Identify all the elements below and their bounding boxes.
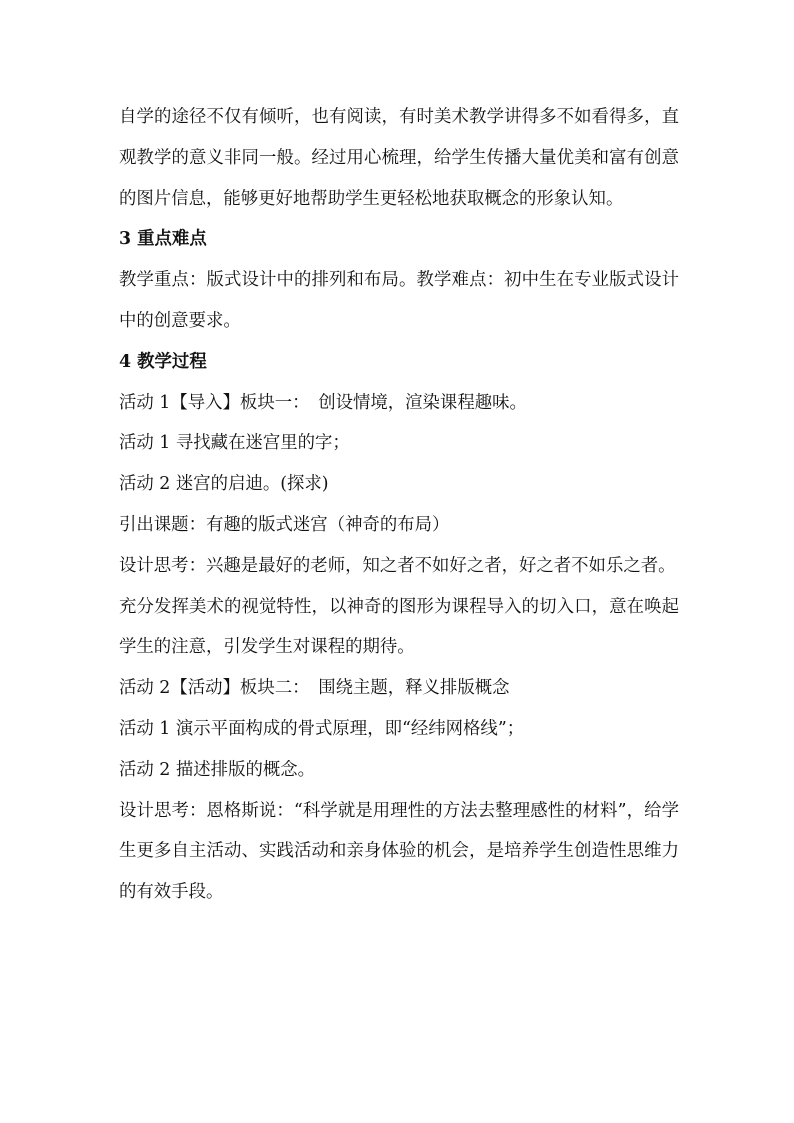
paragraph-activity-2-section: 活动 2【活动】板块二： 围绕主题，释义排版概念 xyxy=(119,678,510,699)
paragraph-topic: 引出课题：有趣的版式迷宫（神奇的布局） xyxy=(119,514,450,535)
document-body xyxy=(119,97,679,913)
paragraph-activity-2-maze: 活动 2 迷宫的启迪。(探求) xyxy=(119,474,329,495)
paragraph-activity-1-intro: 活动 1【导入】板块一： 创设情境，渲染课程趣味。 xyxy=(119,392,527,413)
paragraph-activity-1-find: 活动 1 寻找藏在迷宫里的字； xyxy=(119,433,350,454)
paragraph-visual-features: 充分发挥美术的视觉特性，以神奇的图形为课程导入的切入口，意在唤起学生的注意，引发学生对课程的期待。 xyxy=(119,596,679,658)
heading-teaching-process: 4 教学过程 xyxy=(119,351,207,372)
paragraph-key-points: 教学重点：版式设计中的排列和布局。教学难点：初中生在专业版式设计中的创意要求。 xyxy=(119,270,679,331)
paragraph-activity-1-grid: 活动 1 演示平面构成的骨式原理，即“经纬网格线”； xyxy=(119,718,525,739)
paragraph-design-thinking-2: 设计思考：恩格斯说：“科学就是用理性的方法去整理感性的材料”，给学生更多自主活动、实践活动和亲身体验的机会，是培养学生创造性思维力的有效手段。 xyxy=(119,800,679,903)
paragraph-design-thinking-1: 设计思考：兴趣是最好的老师，知之者不如好之者，好之者不如乐之者。 xyxy=(119,555,676,576)
paragraph-intro: 自学的途径不仅有倾听，也有阅读，有时美术教学讲得多不如看得多，直观教学的意义非同一般。经过用心梳理，给学生传播大量优美和富有创意的图片信息，能够更好地帮助学生更轻松地获取概念的形象认知。 xyxy=(119,107,679,209)
paragraph-activity-2-concept: 活动 2 描述排版的概念。 xyxy=(119,759,316,780)
heading-key-difficulties: 3 重点难点 xyxy=(119,229,207,250)
